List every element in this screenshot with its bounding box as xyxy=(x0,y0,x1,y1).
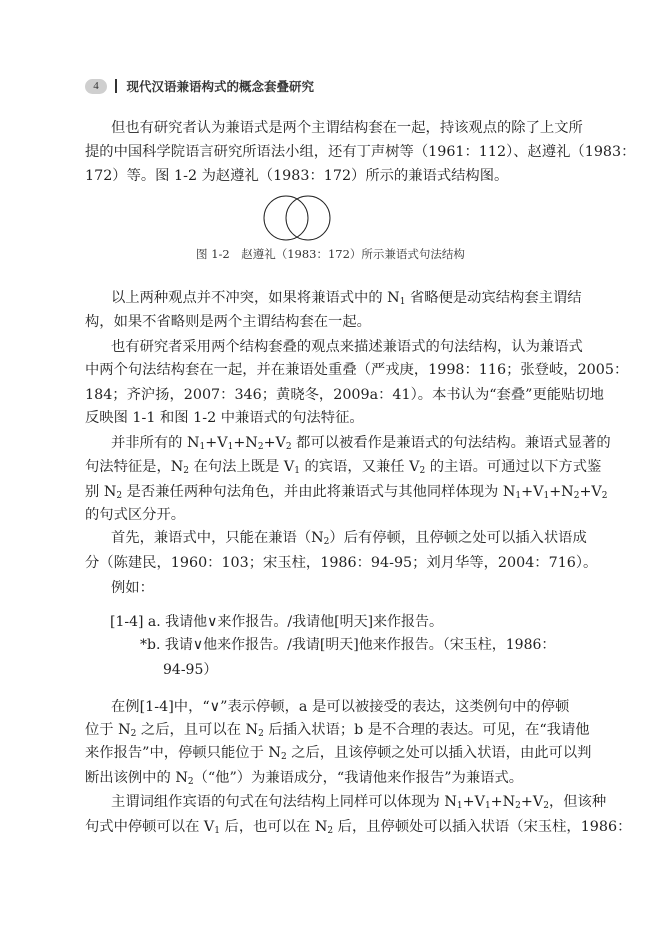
subscript: 1 xyxy=(199,442,206,452)
subscript: 2 xyxy=(323,537,330,547)
text-line xyxy=(111,526,587,550)
text-line xyxy=(111,431,611,455)
text-run: 例如： xyxy=(111,580,154,596)
text-line xyxy=(85,503,543,527)
text-run: +V xyxy=(263,435,286,451)
subscript: 2 xyxy=(515,801,521,811)
example-b: *b. 我请∨他来作报告。/我请[明天]他来作报告。（宋玉柱，1986： xyxy=(140,637,556,653)
text-run: +V xyxy=(205,435,228,451)
text-run: 位于 N xyxy=(85,722,131,738)
text-run: 的主语。可通过以下方式鉴 xyxy=(425,459,602,475)
text-line xyxy=(85,551,598,575)
text-run: 首先，兼语式中，只能在兼语（N xyxy=(111,530,324,546)
running-header xyxy=(85,77,314,95)
text-run: 的宾语，又兼任 V xyxy=(299,459,420,475)
text-run: 但也有研究者认为兼语式是两个主谓结构套在一起，持该观点的除了上文所 xyxy=(111,120,583,136)
text-run: 在例[1-4]中，“∨”表示停顿，a 是可以被接受的表达，这类例句中的停顿 xyxy=(111,699,570,715)
text-run: 也有研究者采用两个结构套叠的观点来描述兼语式的句法结构，认为兼语式 xyxy=(111,339,583,355)
text-run: 分（陈建民，1960：103；宋玉柱，1986：94-95；刘月华等，2004：716）。 xyxy=(85,555,598,571)
text-line xyxy=(85,766,543,790)
text-line xyxy=(85,164,543,188)
text-run: +N xyxy=(233,435,258,451)
text-line xyxy=(111,286,582,310)
text-run: 并非所有的 N xyxy=(111,435,200,451)
book-title: 现代汉语兼语构式的概念套叠研究 xyxy=(126,79,315,94)
text-line xyxy=(111,576,543,600)
text-run: 断出该例中的 N xyxy=(85,770,188,786)
subscript: 2 xyxy=(183,466,190,476)
text-run: 提的中国科学院语言研究所语法小组，还有丁声树等（1961：112）、赵遵礼（1983： xyxy=(85,144,636,160)
text-run: +N xyxy=(490,794,516,810)
page-number: 4 xyxy=(85,79,107,94)
subscript: 2 xyxy=(187,777,194,787)
text-run: 184；齐沪扬，2007：346；黄晓冬，2009a：41）。本书认为“套叠”更能贴切地 xyxy=(85,387,604,403)
text-run: 主谓词组作宾语的句式在句法结构上同样可以体现为 N xyxy=(111,794,457,810)
text-run: 别 N xyxy=(85,484,117,500)
subscript: 2 xyxy=(257,442,264,452)
text-line xyxy=(85,815,632,839)
subscript: 1 xyxy=(515,491,522,501)
text-run: ）后有停顿，且停顿之处可以插入状语成 xyxy=(329,530,587,546)
text-line xyxy=(85,455,602,479)
subscript: 1 xyxy=(484,801,491,811)
text-run: 的句式区分开。 xyxy=(85,507,186,523)
text-line xyxy=(85,480,608,504)
subscript: 1 xyxy=(294,466,300,476)
text-line xyxy=(111,335,583,359)
text-run: 句式中停顿可以在 V xyxy=(85,819,215,835)
subscript: 2 xyxy=(285,442,292,452)
text-run: 句法特征是，N xyxy=(85,459,184,475)
example-b-continued: 94-95） xyxy=(163,662,218,678)
subscript: 2 xyxy=(543,801,549,811)
text-line xyxy=(111,790,607,814)
text-line xyxy=(85,310,543,334)
text-line xyxy=(85,718,590,742)
subscript: 1 xyxy=(399,297,406,307)
text-run: 是否兼任两种句法角色，并由此将兼语式与其他同样体现为 N xyxy=(122,484,516,500)
subscript: 2 xyxy=(258,729,264,739)
text-line xyxy=(85,358,629,382)
subscript: 2 xyxy=(280,752,287,762)
text-run: （“他”）为兼语成分，“我请他来作报告”为兼语式。 xyxy=(193,770,524,786)
text-run: +V xyxy=(521,484,544,500)
subscript: 1 xyxy=(456,801,463,811)
subscript: 2 xyxy=(601,491,608,501)
text-run: +V xyxy=(520,794,544,810)
subscript: 1 xyxy=(227,442,234,452)
text-run: 之后，且可以在 N xyxy=(136,722,259,738)
text-line xyxy=(85,406,543,430)
text-line xyxy=(111,695,570,719)
text-line xyxy=(85,140,636,164)
text-line xyxy=(111,116,583,140)
header-divider xyxy=(115,79,117,93)
subscript: 2 xyxy=(573,491,580,501)
text-run: ，但该种 xyxy=(548,794,607,810)
text-line xyxy=(85,741,592,765)
text-run: +V xyxy=(462,794,485,810)
text-run: 构，如果不省略则是两个主谓结构套在一起。 xyxy=(85,314,371,330)
text-run: 172）等。图 1-2 为赵遵礼（1983：172）所示的兼语式结构图。 xyxy=(85,168,509,184)
subscript: 1 xyxy=(543,491,550,501)
text-run: 之后，且该停顿之处可以插入状语，由此可以判 xyxy=(286,745,592,761)
text-run: 中两个句法结构套在一起，并在兼语处重叠（严戎庚，1998：116；张登岐，2005： xyxy=(85,362,629,378)
text-run: +V xyxy=(579,484,602,500)
figure-caption: 图 1-2 赵遵礼（1983：172）所示兼语式句法结构 xyxy=(196,247,465,261)
subscript: 2 xyxy=(130,729,137,739)
subscript: 2 xyxy=(116,491,123,501)
subscript: 1 xyxy=(214,826,220,836)
text-run: 后插入状语；b 是不合理的表达。可见，在“我请他 xyxy=(263,722,590,738)
example-a: [1-4] a. 我请他∨来作报告。/我请他[明天]来作报告。 xyxy=(110,614,444,630)
overlapping-circles-figure xyxy=(260,194,370,242)
text-run: 在句法上既是 V xyxy=(189,459,295,475)
text-run: 以上两种观点并不冲突，如果将兼语式中的 N xyxy=(111,290,400,306)
text-run: 省略便是动宾结构套主谓结 xyxy=(405,290,582,306)
text-run: +N xyxy=(549,484,574,500)
text-run: 来作报告”中，停顿只能位于 N xyxy=(85,745,281,761)
text-run: 反映图 1-1 和图 1-2 中兼语式的句法特征。 xyxy=(85,410,364,426)
text-run: 后，也可以在 N xyxy=(219,819,328,835)
text-run: 后，且停顿处可以插入状语（宋玉柱，1986： xyxy=(333,819,632,835)
subscript: 2 xyxy=(419,466,426,476)
text-line xyxy=(85,383,604,407)
subscript: 2 xyxy=(327,826,334,836)
text-run: 都可以被看作是兼语式的句法结构。兼语式显著的 xyxy=(291,435,611,451)
